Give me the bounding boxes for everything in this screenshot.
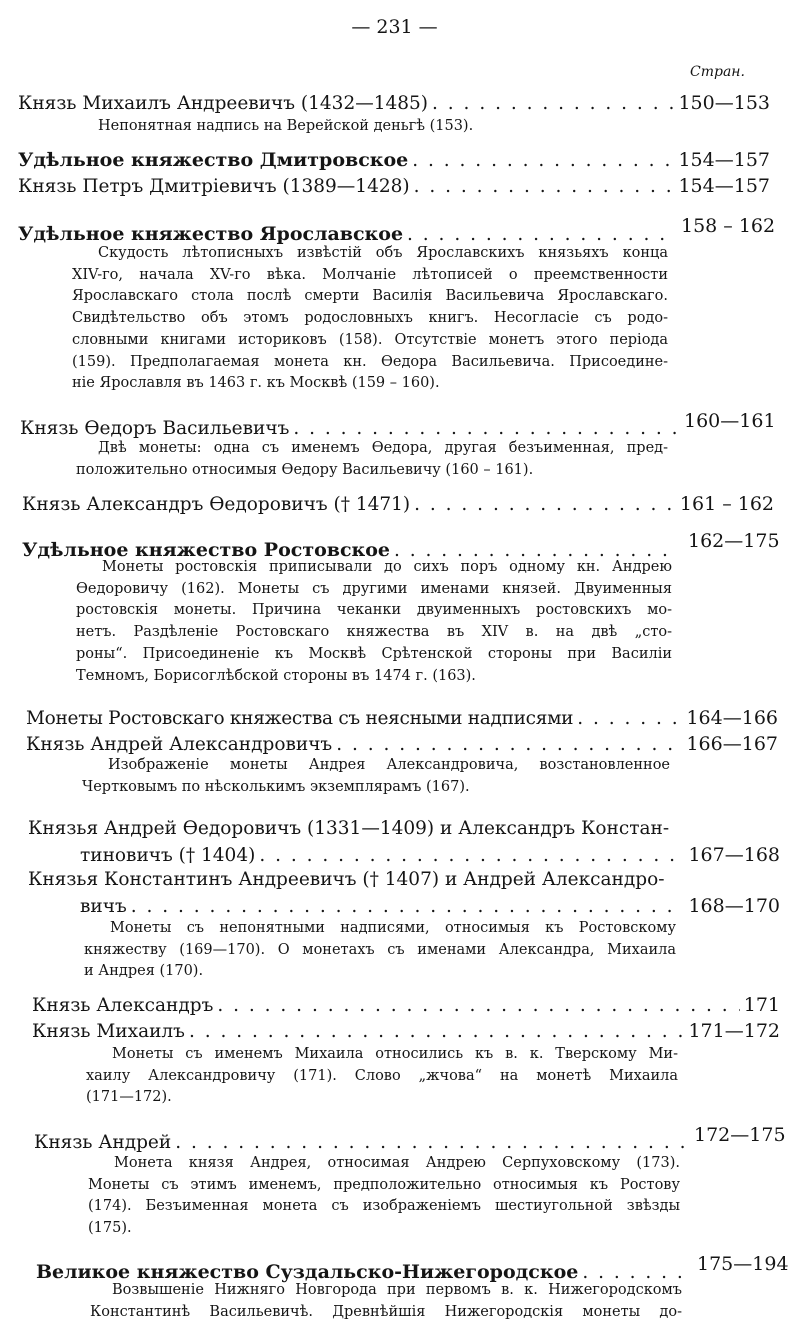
entry-pages: 158 – 162 <box>681 215 776 237</box>
entry-title: Удѣльное княжество Ростовское <box>22 539 391 561</box>
entry-pages: 161 – 162 <box>679 493 774 515</box>
description-line: (175). <box>88 1220 132 1237</box>
dot-leader <box>407 226 674 245</box>
entry-description <box>86 1044 678 1109</box>
entry-pages: 160—161 <box>684 410 776 432</box>
entry-pages: 172—175 <box>694 1124 786 1146</box>
entry-title: Монеты Ростовскаго княжества съ неясными надписями <box>26 708 574 729</box>
section-entry <box>18 225 678 245</box>
section-entry <box>18 151 770 171</box>
entry-pages: 166—167 <box>686 733 778 755</box>
entry-title: Князь Михаилъ Андреевичъ (1432—1485) <box>18 93 429 114</box>
entry-title: Князь Андрей Александровичъ <box>26 734 333 755</box>
description-line: Скудость лѣтописныхъ извѣстій объ Ярославскихъ князьяхъ конца <box>98 245 668 261</box>
entry-pages: 150—153 <box>678 92 770 114</box>
description-line: Свидѣтельство объ этомъ родословныхъ книгъ. Несогласіе съ родо- <box>72 310 668 327</box>
dot-leader <box>336 736 682 755</box>
entry-pages: 175—194 <box>697 1253 789 1275</box>
entry-title-continuation: вичъ <box>80 896 127 917</box>
description-line: Ярославскаго стола послѣ смерти Василія Васильевича Ярославскаго. <box>72 288 668 305</box>
dot-leader <box>189 1023 685 1042</box>
description-line: Монета князя Андрея, относимая Андрею Серпуховскому (173). <box>114 1155 680 1171</box>
entry-title: Князь Андрей <box>34 1132 172 1153</box>
entry-pages: 164—166 <box>686 707 778 729</box>
description-line: XIV-го, начала XV-го вѣка. Молчаніе лѣтописей о преемственности <box>72 266 668 283</box>
index-entry <box>32 996 780 1016</box>
index-entry <box>26 709 778 729</box>
entry-pages: 168—170 <box>688 895 780 917</box>
index-entry <box>32 1022 780 1042</box>
description-line: ніе Ярославля въ 1463 г. къ Москвѣ (159 – 160). <box>72 375 440 392</box>
entry-description <box>90 1280 682 1323</box>
description-line: Монеты съ непонятными надписями, относимыя къ Ростовскому <box>110 920 676 936</box>
entry-description <box>76 557 672 687</box>
index-entry <box>26 735 778 755</box>
description-line: княжеству (169—170). О монетахъ съ именами Александра, Михаила <box>84 941 676 958</box>
index-entry <box>20 420 680 439</box>
dot-leader <box>175 1134 686 1153</box>
entry-pages: 171—172 <box>688 1020 780 1042</box>
index-entry <box>34 1134 690 1153</box>
description-line: Возвышеніе Нижняго Новгорода при первомъ в. к. Нижегородскомъ <box>112 1282 682 1298</box>
entry-title: Удѣльное княжество Ярославское <box>18 223 404 245</box>
dot-leader <box>414 178 675 197</box>
entry-title: Князья Андрей Ѳедоровичъ (1331—1409) и Александръ Констан- <box>28 818 670 839</box>
index-entry <box>22 495 774 515</box>
entry-title: Князья Константинъ Андреевичъ († 1407) и Андрей Александро- <box>28 869 665 890</box>
dot-leader <box>293 420 676 439</box>
index-entry <box>28 871 680 890</box>
dot-leader <box>412 152 674 171</box>
dot-leader <box>217 997 739 1016</box>
description-line: Ѳедоровичу (162). Монеты съ другими именами князей. Двуименныя <box>76 580 672 597</box>
page-number: — 231 — <box>351 16 438 38</box>
index-entry-continuation <box>80 846 780 866</box>
entry-title: Князь Петръ Дмитріевичъ (1389—1428) <box>18 176 410 197</box>
description-line: Константинѣ Васильевичѣ. Древнѣйшія Нижегородскія монеты до- <box>90 1303 682 1320</box>
pages-column-header: Стран. <box>690 64 745 80</box>
entry-description <box>72 243 668 395</box>
dot-leader <box>432 95 674 114</box>
index-entry <box>28 820 680 839</box>
entry-description <box>88 1153 680 1240</box>
description-line: Монеты ростовскія приписывали до сихъ поръ одному кн. Андрею <box>102 559 672 575</box>
entry-title: Князь Александръ <box>32 995 214 1016</box>
description-line: Непонятная надпись на Верейской деньгѣ (153). <box>98 118 474 134</box>
entry-description <box>84 918 676 983</box>
description-line: ростовскія монеты. Причина чеканки двуименныхъ ростовскихъ мо- <box>76 602 672 619</box>
entry-pages: 154—157 <box>678 149 770 171</box>
description-line: словными книгами историковъ (158). Отсутствіе монетъ этого періода <box>72 331 668 348</box>
entry-title: Князь Александръ Ѳедоровичъ († 1471) <box>22 494 411 515</box>
entry-description <box>76 438 668 481</box>
entry-pages: 154—157 <box>678 175 770 197</box>
description-line: хаилу Александровичу (171). Слово „жчова“ на монетѣ Михаила <box>86 1067 678 1084</box>
entry-description <box>82 755 670 798</box>
description-line: (159). Предполагаемая монета кн. Ѳедора Васильевича. Присоедине- <box>72 353 668 370</box>
entry-pages: 167—168 <box>688 844 780 866</box>
description-line: положительно относимыя Ѳедору Васильевичу (160 – 161). <box>76 461 534 478</box>
description-line: Монеты съ именемъ Михаила относились къ в. к. Тверскому Ми- <box>112 1046 678 1062</box>
description-line: Изображеніе монеты Андрея Александровича, возстановленное <box>108 757 670 773</box>
dot-leader <box>577 710 682 729</box>
description-line: Чертковымъ по нѣсколькимъ экземплярамъ (167). <box>82 778 470 795</box>
description-line: Двѣ монеты: одна съ именемъ Ѳедора, другая безъименная, пред- <box>98 440 668 456</box>
description-line: и Андрея (170). <box>84 963 204 980</box>
entry-description <box>98 116 518 138</box>
entry-pages: 162—175 <box>688 530 780 552</box>
index-entry <box>18 177 770 197</box>
dot-leader <box>131 898 685 917</box>
entry-title: Удѣльное княжество Дмитровское <box>18 149 409 171</box>
entry-title-continuation: тиновичъ († 1404) <box>80 845 256 866</box>
dot-leader <box>259 847 684 866</box>
dot-leader <box>414 496 676 515</box>
description-line: (174). Безъименная монета съ изображеніемъ шестиугольной звѣзды <box>88 1198 680 1215</box>
entry-title: Князь Михаилъ <box>32 1021 185 1042</box>
description-line: Монеты съ этимъ именемъ, предположительно относимыя къ Ростову <box>88 1176 680 1193</box>
entry-title: Князь Ѳедоръ Васильевичъ <box>20 418 290 439</box>
entry-title: Великое княжество Суздальско-Нижегородское <box>36 1261 579 1283</box>
description-line: Темномъ, Борисоглѣбской стороны въ 1474 г. (163). <box>76 667 476 684</box>
description-line: нетъ. Раздѣленіе Ростовскаго княжества въ XIV в. на двѣ „сто- <box>76 624 672 641</box>
index-entry <box>18 94 770 114</box>
entry-pages: 171 <box>743 994 780 1016</box>
description-line: (171—172). <box>86 1089 172 1106</box>
description-line: роны“. Присоединеніе къ Москвѣ Срѣтенской стороны при Василіи <box>76 645 672 662</box>
index-entry-continuation <box>80 897 780 917</box>
